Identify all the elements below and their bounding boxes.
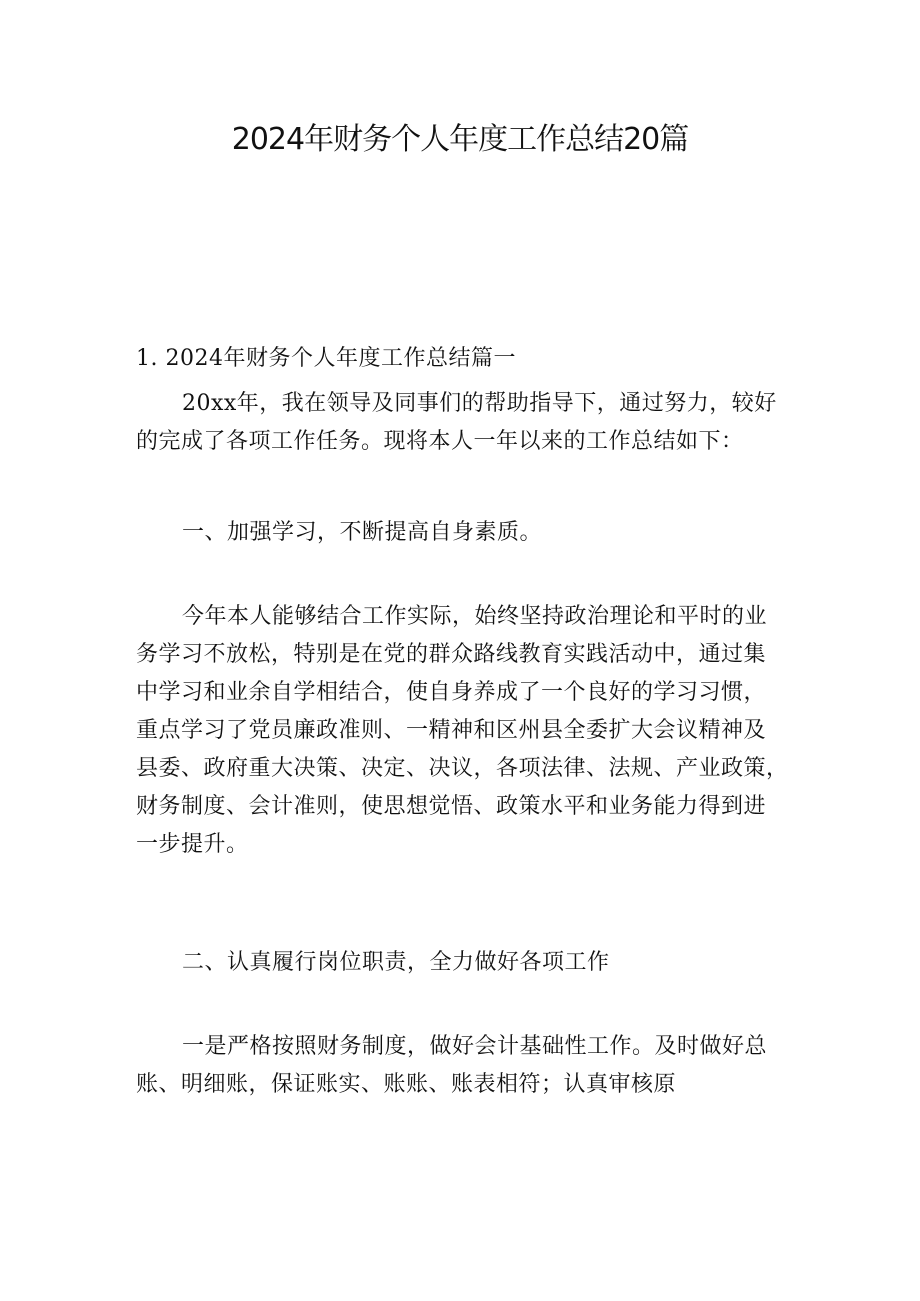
paragraph-accounting — [136, 1028, 796, 1104]
paragraph-line: 20xx年，我在领导及同事们的帮助指导下，通过努力，较好 — [182, 391, 777, 416]
document-title: 2024年财务个人年度工作总结20篇 — [231, 122, 689, 157]
paragraph-line: 账、明细账，保证账实、账账、账表相符；认真审核原 — [136, 1072, 677, 1097]
subheading-text: 一、加强学习，不断提高自身素质。 — [182, 520, 543, 545]
paragraph-line: 今年本人能够结合工作实际，始终坚持政治理论和平时的业 — [182, 604, 768, 629]
paragraph-line: 务学习不放松，特别是在党的群众路线教育实践活动中，通过集 — [136, 642, 767, 667]
paragraph-line: 的完成了各项工作任务。现将本人一年以来的工作总结如下： — [136, 429, 744, 454]
paragraph-line: 重点学习了党员廉政准则、一精神和区州县全委扩大会议精神及 — [136, 718, 767, 743]
paragraph-line: 一是严格按照财务制度，做好会计基础性工作。及时做好总 — [182, 1034, 768, 1059]
paragraph-line: 县委、政府重大决策、决定、决议，各项法律、法规、产业政策， — [136, 756, 789, 781]
subheading-study — [136, 514, 796, 552]
paragraph-line: 中学习和业余自学相结合，使自身养成了一个良好的学习习惯， — [136, 680, 767, 705]
paragraph-line: 一步提升。 — [136, 832, 249, 857]
subheading-text: 二、认真履行岗位职责，全力做好各项工作 — [182, 950, 610, 975]
section-heading — [136, 340, 796, 378]
paragraph-study — [136, 598, 796, 864]
section-heading-text: 1. 2024年财务个人年度工作总结篇一 — [136, 346, 516, 371]
paragraph-line: 财务制度、会计准则，使思想觉悟、政策水平和业务能力得到进 — [136, 794, 767, 819]
subheading-duties — [136, 944, 796, 982]
paragraph-intro — [136, 385, 796, 461]
